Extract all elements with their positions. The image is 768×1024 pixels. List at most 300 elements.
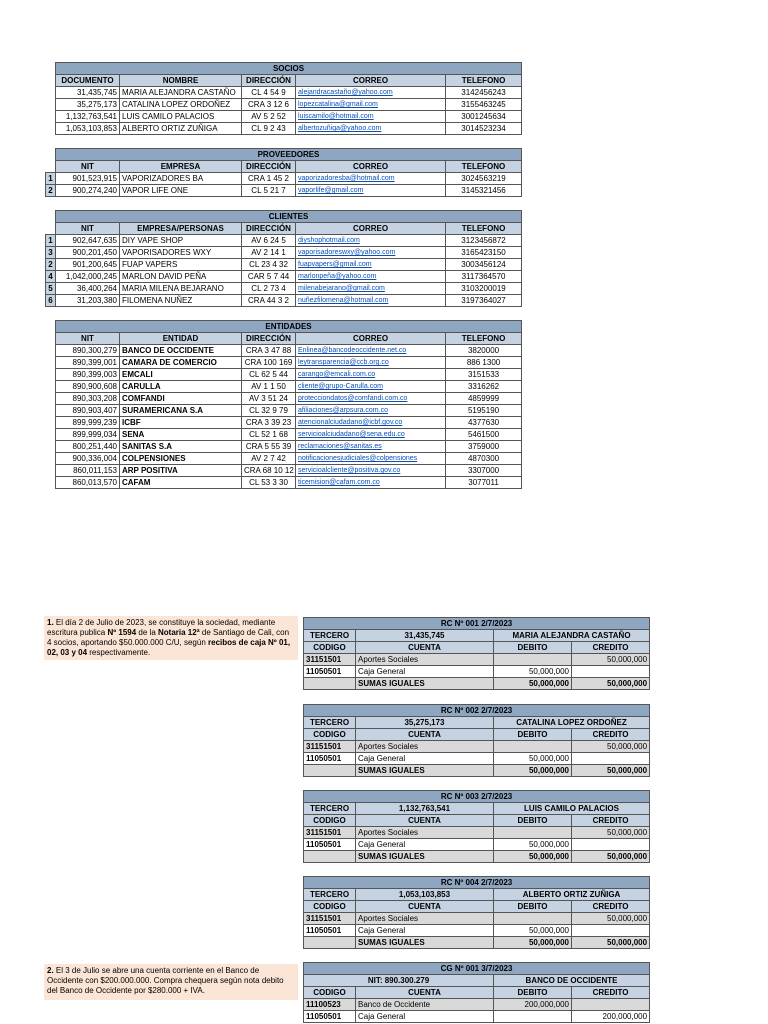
table-cell <box>296 99 446 111</box>
column-header: DEBITO <box>494 901 572 913</box>
table-cell: 3014523234 <box>446 123 522 135</box>
receipt-title: RC Nº 004 2/7/2023 <box>304 877 650 889</box>
table-row <box>56 369 522 381</box>
sum-debit: 50,000,000 <box>494 851 572 863</box>
email-link[interactable]: ticemision@cafam.com.co <box>298 479 380 486</box>
table-row <box>56 417 522 429</box>
table-cell: CATALINA LOPEZ ORDOÑEZ <box>120 99 242 111</box>
column-header: NOMBRE <box>120 75 242 87</box>
column-header: CORREO <box>296 161 446 173</box>
table-cell: 886 1300 <box>446 357 522 369</box>
table-cell: CARULLA <box>120 381 242 393</box>
table-cell: 1,042,000,245 <box>56 271 120 283</box>
column-header: CODIGO <box>304 642 356 654</box>
column-header: DEBITO <box>494 815 572 827</box>
tercero-label: TERCERO <box>304 717 356 729</box>
table-cell: 800,251,440 <box>56 441 120 453</box>
email-link[interactable]: nuñezfilomena@hotmail.com <box>298 297 389 304</box>
entry-cell: 11050501 <box>304 666 356 678</box>
table-cell: VAPORIZADORES BA <box>120 173 242 185</box>
entry-cell: 31151501 <box>304 741 356 753</box>
tercero-row <box>304 889 650 901</box>
table-cell: 4377630 <box>446 417 522 429</box>
table-cell <box>296 259 446 271</box>
table-cell: CL 53 3 30 <box>242 477 296 489</box>
table-cell: 3316262 <box>446 381 522 393</box>
table-cell <box>296 271 446 283</box>
column-header: CREDITO <box>572 987 650 999</box>
entry-row <box>304 1011 650 1023</box>
table-cell: MARLON DAVID PEÑA <box>120 271 242 283</box>
table-row <box>56 477 522 489</box>
table-cell: VAPOR LIFE ONE <box>120 185 242 197</box>
table-cell <box>296 453 446 465</box>
table-cell <box>296 173 446 185</box>
note-1 <box>44 616 298 660</box>
entry-row <box>304 913 650 925</box>
table-row <box>56 441 522 453</box>
row-index: 1 <box>46 173 56 185</box>
table-cell: CRA 100 169 <box>242 357 296 369</box>
entry-row <box>304 666 650 678</box>
entry-cell: 50,000,000 <box>572 827 650 839</box>
entry-cell <box>572 839 650 851</box>
table-row <box>56 381 522 393</box>
note-1-text-e: de Santiago de Cali, con 4 socios, aportando $50.000.000 C/U, según <box>47 628 290 647</box>
table-cell: 3145321456 <box>446 185 522 197</box>
column-header: CODIGO <box>304 901 356 913</box>
email-link[interactable]: leytransparencia@ccb.org.co <box>298 359 389 366</box>
table-cell: 901,200,645 <box>56 259 120 271</box>
table-cell <box>296 295 446 307</box>
sum-credit: 50,000,000 <box>572 765 650 777</box>
row-index: 2 <box>46 185 56 197</box>
email-link[interactable]: diyshophotmail.com <box>298 237 360 244</box>
entry-cell: Aportes Sociales <box>356 827 494 839</box>
table-cell: 5461500 <box>446 429 522 441</box>
table-cell: 3155463245 <box>446 99 522 111</box>
table-cell: 3151533 <box>446 369 522 381</box>
header-row <box>304 642 650 654</box>
email-link[interactable]: reclamaciones@sanitas.es <box>298 443 382 450</box>
table-cell: SURAMERICANA S.A <box>120 405 242 417</box>
column-header: NIT <box>56 333 120 345</box>
entry-cell: 31151501 <box>304 827 356 839</box>
entry-cell: 50,000,000 <box>572 741 650 753</box>
table-row <box>56 99 522 111</box>
header-row <box>304 729 650 741</box>
column-header: CORREO <box>296 75 446 87</box>
table-cell: 3197364027 <box>446 295 522 307</box>
column-header: EMPRESA/PERSONAS <box>120 223 242 235</box>
table-cell: FILOMENA NUÑEZ <box>120 295 242 307</box>
table-row <box>46 173 522 185</box>
receipt-title: RC Nº 003 2/7/2023 <box>304 791 650 803</box>
tercero-label: TERCERO <box>304 803 356 815</box>
table-cell: CAMARA DE COMERCIO <box>120 357 242 369</box>
table-cell: CL 62 5 44 <box>242 369 296 381</box>
table-cell: 31,435,745 <box>56 87 120 99</box>
tercero-name: ALBERTO ORTIZ ZUÑIGA <box>494 889 650 901</box>
proveedores-table <box>45 148 522 197</box>
table-cell: AV 2 7 42 <box>242 453 296 465</box>
entry-row <box>304 827 650 839</box>
table-row <box>56 465 522 477</box>
entry-cell: 11050501 <box>304 753 356 765</box>
column-header: CUENTA <box>356 901 494 913</box>
table-cell <box>296 87 446 99</box>
tercero-id: 1,053,103,853 <box>356 889 494 901</box>
column-header: NIT <box>56 223 120 235</box>
note-2 <box>44 964 298 1000</box>
email-link[interactable]: vaporlife@gmail.com <box>298 187 364 194</box>
table-cell: MARIA ALEJANDRA CASTAÑO <box>120 87 242 99</box>
column-header: DIRECCIÓN <box>242 161 296 173</box>
table-row <box>56 393 522 405</box>
table-cell: 902,647,635 <box>56 235 120 247</box>
sum-blank <box>304 937 356 949</box>
table-cell <box>296 247 446 259</box>
sum-label: SUMAS IGUALES <box>356 937 494 949</box>
clientes-title: CLIENTES <box>56 211 522 223</box>
entry-cell: 50,000,000 <box>494 925 572 937</box>
sum-row <box>304 851 650 863</box>
table-cell: 3820000 <box>446 345 522 357</box>
note-1-text-a: El día 2 de Julio de 2023, se constituye la sociedad, mediante escritura publica <box>47 618 276 637</box>
table-cell: 900,274,240 <box>56 185 120 197</box>
entry-cell: 50,000,000 <box>572 913 650 925</box>
entry-row <box>304 999 650 1011</box>
column-header: CUENTA <box>356 815 494 827</box>
email-link[interactable]: notificacionesjudiciales@colpensiones <box>298 455 418 462</box>
header-row <box>46 223 522 235</box>
table-cell <box>296 369 446 381</box>
entry-cell: 31151501 <box>304 913 356 925</box>
table-row <box>56 87 522 99</box>
table-cell: 860,011,153 <box>56 465 120 477</box>
table-cell <box>296 465 446 477</box>
entry-cell: Caja General <box>356 925 494 937</box>
tercero-label: TERCERO <box>304 889 356 901</box>
tercero-label: TERCERO <box>304 630 356 642</box>
table-cell: 3077011 <box>446 477 522 489</box>
sum-blank <box>304 678 356 690</box>
column-header: CUENTA <box>356 642 494 654</box>
receipt-title-row <box>304 705 650 717</box>
table-row <box>56 429 522 441</box>
table-cell: MARIA MILENA BEJARANO <box>120 283 242 295</box>
entry-cell: Caja General <box>356 839 494 851</box>
entry-cell: Caja General <box>356 1011 494 1023</box>
table-cell: 901,523,915 <box>56 173 120 185</box>
entry-row <box>304 654 650 666</box>
clientes-table <box>45 210 522 307</box>
table-cell: AV 2 14 1 <box>242 247 296 259</box>
column-header: DIRECCIÓN <box>242 333 296 345</box>
column-header: EMPRESA <box>120 161 242 173</box>
note-1-text-g: respectivamente. <box>87 648 151 657</box>
column-header: TELEFONO <box>446 223 522 235</box>
email-link[interactable]: Enlinea@bancodeoccidente.net.co <box>298 347 407 354</box>
tercero-name: MARIA ALEJANDRA CASTAÑO <box>494 630 650 642</box>
table-cell: CRA 3 12 6 <box>242 99 296 111</box>
table-row <box>46 295 522 307</box>
table-cell: 890,303,208 <box>56 393 120 405</box>
email-link[interactable]: fuapvapers@gmail.com <box>298 261 372 268</box>
entry-cell <box>494 913 572 925</box>
table-cell: CRA 44 3 2 <box>242 295 296 307</box>
entry-cell: 50,000,000 <box>494 666 572 678</box>
column-header: CUENTA <box>356 729 494 741</box>
table-cell <box>296 283 446 295</box>
cg-title: CG Nº 001 3/7/2023 <box>304 963 650 975</box>
entry-cell: 31151501 <box>304 654 356 666</box>
table-cell: 31,203,380 <box>56 295 120 307</box>
table-row <box>46 259 522 271</box>
table-cell: 1,132,763,541 <box>56 111 120 123</box>
note-1-recibos: recibos de caja Nº 01, 02, 03 y 04 <box>47 638 291 657</box>
column-header: DEBITO <box>494 987 572 999</box>
table-cell: CRA 68 10 12 <box>242 465 296 477</box>
email-link[interactable]: servicioalciudadano@sena.edu.co <box>298 431 405 438</box>
row-index: 5 <box>46 283 56 295</box>
note-1-escritura: Nº 1594 <box>107 628 137 637</box>
table-cell: AV 6 24 5 <box>242 235 296 247</box>
table-cell <box>296 393 446 405</box>
email-link[interactable]: albertozuñiga@yahoo.com <box>298 125 382 132</box>
table-cell <box>296 123 446 135</box>
entry-cell: Aportes Sociales <box>356 654 494 666</box>
email-link[interactable]: servicioalcliente@positiva.gov.co <box>298 467 401 474</box>
receipt-table <box>303 704 650 777</box>
table-cell: 4859999 <box>446 393 522 405</box>
table-cell: 3117364570 <box>446 271 522 283</box>
email-link[interactable]: afiliaciones@arpsura.com.co <box>298 407 388 414</box>
table-cell: ALBERTO ORTIZ ZUÑIGA <box>120 123 242 135</box>
column-header: CUENTA <box>356 987 494 999</box>
table-cell: CRA 5 55 39 <box>242 441 296 453</box>
email-link[interactable]: protecciondatos@comfandi.com.co <box>298 395 408 402</box>
table-row <box>46 185 522 197</box>
email-link[interactable]: lopezcatalina@gmail.com <box>298 101 378 108</box>
tercero-id: 31,435,745 <box>356 630 494 642</box>
email-link[interactable]: alejandracastaño@yahoo.com <box>298 89 393 96</box>
cg-bank: BANCO DE OCCIDENTE <box>494 975 650 987</box>
sum-label: SUMAS IGUALES <box>356 678 494 690</box>
entry-row <box>304 839 650 851</box>
table-cell: CAFAM <box>120 477 242 489</box>
tercero-name: LUIS CAMILO PALACIOS <box>494 803 650 815</box>
email-link[interactable]: luiscamilo@hotmail.com <box>298 113 374 120</box>
receipt-title: RC Nº 001 2/7/2023 <box>304 618 650 630</box>
tercero-row <box>304 717 650 729</box>
email-link[interactable]: milenabejarano@gmail.com <box>298 285 385 292</box>
sum-blank <box>304 765 356 777</box>
entry-cell: 11100523 <box>304 999 356 1011</box>
table-cell: 3142456243 <box>446 87 522 99</box>
entidades-title: ENTIDADES <box>56 321 522 333</box>
email-link[interactable]: cliente@grupo-Carulla.com <box>298 383 383 390</box>
table-row <box>46 271 522 283</box>
table-cell <box>296 429 446 441</box>
table-row <box>46 283 522 295</box>
sum-row <box>304 937 650 949</box>
entry-cell: Caja General <box>356 753 494 765</box>
table-cell: 3759000 <box>446 441 522 453</box>
entry-cell: 11050501 <box>304 925 356 937</box>
entry-cell <box>494 827 572 839</box>
sum-row <box>304 678 650 690</box>
header-row <box>56 75 522 87</box>
table-cell: SANITAS S.A <box>120 441 242 453</box>
entry-cell: Banco de Occidente <box>356 999 494 1011</box>
table-cell: 900,336,004 <box>56 453 120 465</box>
table-cell: CAR 5 7 44 <box>242 271 296 283</box>
table-cell: 35,275,173 <box>56 99 120 111</box>
table-cell: CL 5 21 7 <box>242 185 296 197</box>
header-row <box>304 987 650 999</box>
table-row <box>56 123 522 135</box>
column-header: TELEFONO <box>446 75 522 87</box>
header-row <box>56 333 522 345</box>
column-header: CREDITO <box>572 642 650 654</box>
entry-cell: Aportes Sociales <box>356 741 494 753</box>
column-header: CORREO <box>296 333 446 345</box>
row-index: 4 <box>46 271 56 283</box>
table-cell: AV 5 2 52 <box>242 111 296 123</box>
table-cell: CRA 3 39 23 <box>242 417 296 429</box>
column-header: CREDITO <box>572 729 650 741</box>
email-link[interactable]: vaporizadoresba@hotmail.com <box>298 175 395 182</box>
table-row <box>56 453 522 465</box>
entry-cell: 50,000,000 <box>494 753 572 765</box>
entry-cell <box>494 1011 572 1023</box>
column-header: DOCUMENTO <box>56 75 120 87</box>
table-cell: COLPENSIONES <box>120 453 242 465</box>
column-header: CODIGO <box>304 987 356 999</box>
receipt-title-row <box>304 791 650 803</box>
receipt-table <box>303 790 650 863</box>
sum-credit: 50,000,000 <box>572 678 650 690</box>
sum-credit: 50,000,000 <box>572 937 650 949</box>
entry-cell <box>494 654 572 666</box>
email-link[interactable]: marlonpeña@yahoo.com <box>298 273 377 280</box>
table-cell: COMFANDI <box>120 393 242 405</box>
tercero-row <box>304 630 650 642</box>
column-header: NIT <box>56 161 120 173</box>
table-cell: CL 9 2 43 <box>242 123 296 135</box>
table-cell: 3103200019 <box>446 283 522 295</box>
sum-label: SUMAS IGUALES <box>356 765 494 777</box>
table-cell: AV 3 51 24 <box>242 393 296 405</box>
table-cell: 3307000 <box>446 465 522 477</box>
receipt-title-row <box>304 618 650 630</box>
table-cell: CRA 3 47 88 <box>242 345 296 357</box>
entry-cell <box>572 753 650 765</box>
header-row <box>304 901 650 913</box>
socios-table <box>55 62 522 135</box>
table-cell: CRA 1 45 2 <box>242 173 296 185</box>
table-cell: FUAP VAPERS <box>120 259 242 271</box>
table-cell <box>296 441 446 453</box>
table-cell: 5195190 <box>446 405 522 417</box>
table-cell: AV 1 1 50 <box>242 381 296 393</box>
table-cell: 860,013,570 <box>56 477 120 489</box>
note-2-number: 2. <box>47 966 54 975</box>
entry-cell <box>494 741 572 753</box>
entidades-table <box>55 320 522 489</box>
table-cell: ICBF <box>120 417 242 429</box>
entry-cell: 11050501 <box>304 839 356 851</box>
table-cell: 890,900,608 <box>56 381 120 393</box>
table-cell: 3123456872 <box>446 235 522 247</box>
table-cell: 899,999,034 <box>56 429 120 441</box>
email-link[interactable]: atencionalciudadano@icbf.gov.co <box>298 419 403 426</box>
table-cell <box>296 477 446 489</box>
cg-table <box>303 962 650 1023</box>
table-cell: 890,399,001 <box>56 357 120 369</box>
table-cell: CL 2 73 4 <box>242 283 296 295</box>
table-cell: 900,201,450 <box>56 247 120 259</box>
note-2-text: El 3 de Julio se abre una cuenta corriente en el Banco de Occidente con $200.000.000. Compra chequera según nota debito del Banco de Occidente por $280.000 + IVA. <box>47 966 284 995</box>
table-cell: BANCO DE OCCIDENTE <box>120 345 242 357</box>
table-cell: 890,300,279 <box>56 345 120 357</box>
sum-debit: 50,000,000 <box>494 937 572 949</box>
receipt-table <box>303 876 650 949</box>
table-row <box>56 405 522 417</box>
table-cell: 1,053,103,853 <box>56 123 120 135</box>
receipt-title: RC Nº 002 2/7/2023 <box>304 705 650 717</box>
note-1-notaria: Notaria 12ª <box>158 628 200 637</box>
table-cell: 890,399,003 <box>56 369 120 381</box>
header-row <box>46 161 522 173</box>
table-cell: 3024563219 <box>446 173 522 185</box>
sum-debit: 50,000,000 <box>494 765 572 777</box>
table-cell: 36,400,264 <box>56 283 120 295</box>
row-index: 6 <box>46 295 56 307</box>
receipt-title-row <box>304 877 650 889</box>
tercero-name: CATALINA LOPEZ ORDOÑEZ <box>494 717 650 729</box>
email-link[interactable]: vaporisadoreswxy@yahoo.com <box>298 249 396 256</box>
table-cell: ARP POSITIVA <box>120 465 242 477</box>
sum-label: SUMAS IGUALES <box>356 851 494 863</box>
table-cell: SENA <box>120 429 242 441</box>
table-row <box>46 247 522 259</box>
entry-cell <box>572 666 650 678</box>
column-header: DEBITO <box>494 642 572 654</box>
entry-row <box>304 741 650 753</box>
entry-cell: Caja General <box>356 666 494 678</box>
email-link[interactable]: carango@emcali.com.co <box>298 371 376 378</box>
table-cell: CL 52 1 68 <box>242 429 296 441</box>
table-row <box>56 111 522 123</box>
row-index: 3 <box>46 247 56 259</box>
tercero-id: 1,132,763,541 <box>356 803 494 815</box>
column-header: TELEFONO <box>446 161 522 173</box>
table-cell: 3001245634 <box>446 111 522 123</box>
note-1-text-c: de la <box>136 628 158 637</box>
table-cell: VAPORISADORES WXY <box>120 247 242 259</box>
entry-cell: 50,000,000 <box>494 839 572 851</box>
row-index: 2 <box>46 259 56 271</box>
table-cell <box>296 111 446 123</box>
note-1-number: 1. <box>47 618 54 627</box>
table-row <box>46 235 522 247</box>
table-cell: CL 32 9 79 <box>242 405 296 417</box>
entry-row <box>304 753 650 765</box>
column-header: CREDITO <box>572 901 650 913</box>
table-cell: EMCALI <box>120 369 242 381</box>
